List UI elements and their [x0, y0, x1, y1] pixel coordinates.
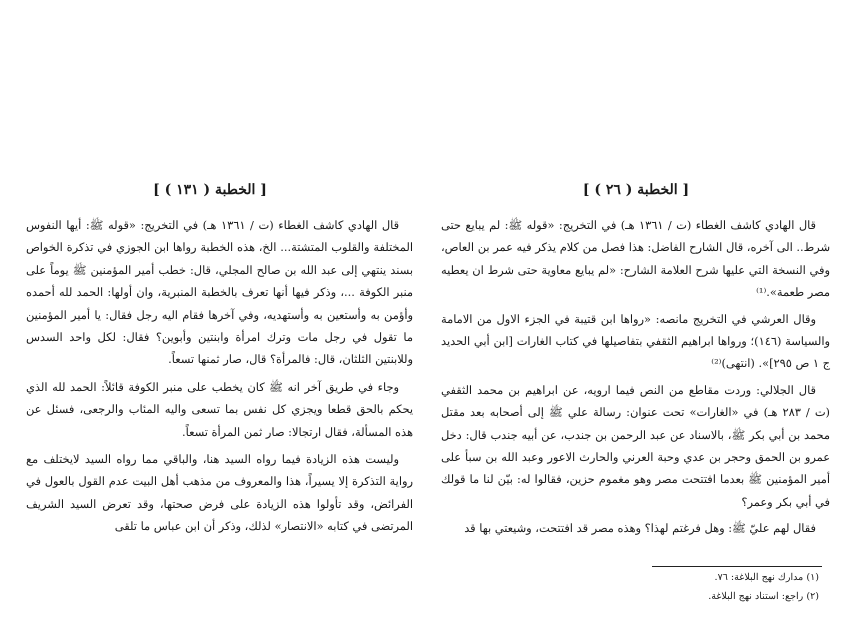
right-page	[432, 0, 864, 639]
left-page-title: [ الخطبة ( ١٣١ ) ]	[153, 182, 267, 198]
footnotes	[444, 568, 819, 606]
right-paragraph-1: قال الهادي كاشف الغطاء (ت / ١٣٦١ هـ) في التخريج: «قوله ﷺ: لم يبايع حتى شرط.. الى آخره، قال الشارح الفاضل: هذا فصل من كلام يذكر فيه عمر بن العاص، وفي النسخة التي عليها شرح العلامة الشارح: «لم يبايع معاوية حتى شرط ان يعطيه مصر طعمة».⁽¹⁾	[441, 218, 830, 300]
right-page-title: [ الخطبة ( ٢٦ ) ]	[582, 182, 690, 198]
left-page-body	[26, 214, 413, 543]
left-paragraph-3: وليست هذه الزيادة فيما رواه السيد هنا، والباقي مما رواه السيد لايختلف مع رواية التذكرة إلا يسيراً، هذا والمعروف من مذهب أهل البيت عدم القول بالعول في الفرائض، وقد تأولوا هذه الزيادة على فرض صحتها، وقد تعرض السيد الشريف المرتضى في كتابه «الانتصار» لذلك، وذكر أن ابن عباس ما تلقى	[26, 452, 413, 534]
footnote-divider	[652, 566, 822, 567]
right-page-body	[441, 214, 830, 544]
right-paragraph-2: وقال العرشي في التخريج مانصه: «رواها ابن قتيبة في الجزء الاول من الامامة والسياسة (١٤٦)؛ ورواها ابراهيم الثقفي بتفاصيلها في كتاب الغارات [ابن أبي الحديد ج ١ ص ٢٩٥]». (انتهى)⁽²⁾	[441, 311, 831, 371]
right-paragraph-3: قال الجلالي: وردت مقاطع من النص فيما ارويه، عن ابراهيم بن محمد الثقفي (ت / ٢٨٣ هـ) في «الغارات» تحت عنوان: رسالة علي ﷺ إلى أصحابه بعد مقتل محمد بن أبي بكر ﷺ، بالاسناد عن عبد الرحمن بن جندب، عن أبيه جندب قال: دخل عمرو بن الحمق وحجر بن عدي وحبة العرني والحارث الاعور وعبد الله بن سبأ على أمير المؤمنين ﷺ بعدما افتتحت مصر وهو مغموم حزين، فقالوا له: بيّن لنا ما قولك في أبي بكر وعمر؟	[441, 382, 830, 509]
left-paragraph-1: قال الهادي كاشف الغطاء (ت / ١٣٦١ هـ) في التخريج: «قوله ﷺ: أيها النفوس المختلفة والقلوب المتشتة... الخ، هذه الخطبة رواها ابن الجوزي في تذكرة الخواص بسند ينتهي إلى عبد الله بن صالح المجلي، قال: خطب أمير المؤمنين ﷺ يوماً على منبر الكوفة ...، وذكر فيها أنها تعرف بالخطبة المنبرية، وان أولها: الحمد لله أحمده وأؤمن به وأستعين به وأستهديه، وفي آخرها فقام اليه رجل فقال: يا أمير المؤمنين ما تقول في رجل مات وترك امرأة وابنتين وأبوين؟ فقال: لكل واحد السدس وللابنتين الثلثان، قال: فالمرأة؟ قال، صار ثمنها تسعاً.	[26, 218, 413, 367]
left-paragraph-2: وجاء في طريق آخر انه ﷺ كان يخطب على منبر الكوفة قائلاً: الحمد لله الذي يحكم بالحق قطعا ويجزي كل نفس بما تسعى واليه المئاب والرجعى، فسئل عن هذه المسألة، فقال ارتجالا: صار ثمن المرأة تسعاً.	[26, 379, 413, 439]
footnote-2: (٢) راجع: استناد نهج البلاغة.	[708, 591, 819, 602]
right-paragraph-4: فقال لهم عليّ ﷺ: وهل فرغتم لهذا؟ وهذه مصر قد افتتحت، وشيعتي بها قد	[464, 521, 816, 536]
footnote-1: (١) مدارك نهج البلاغة: ٧٦.	[714, 572, 819, 583]
